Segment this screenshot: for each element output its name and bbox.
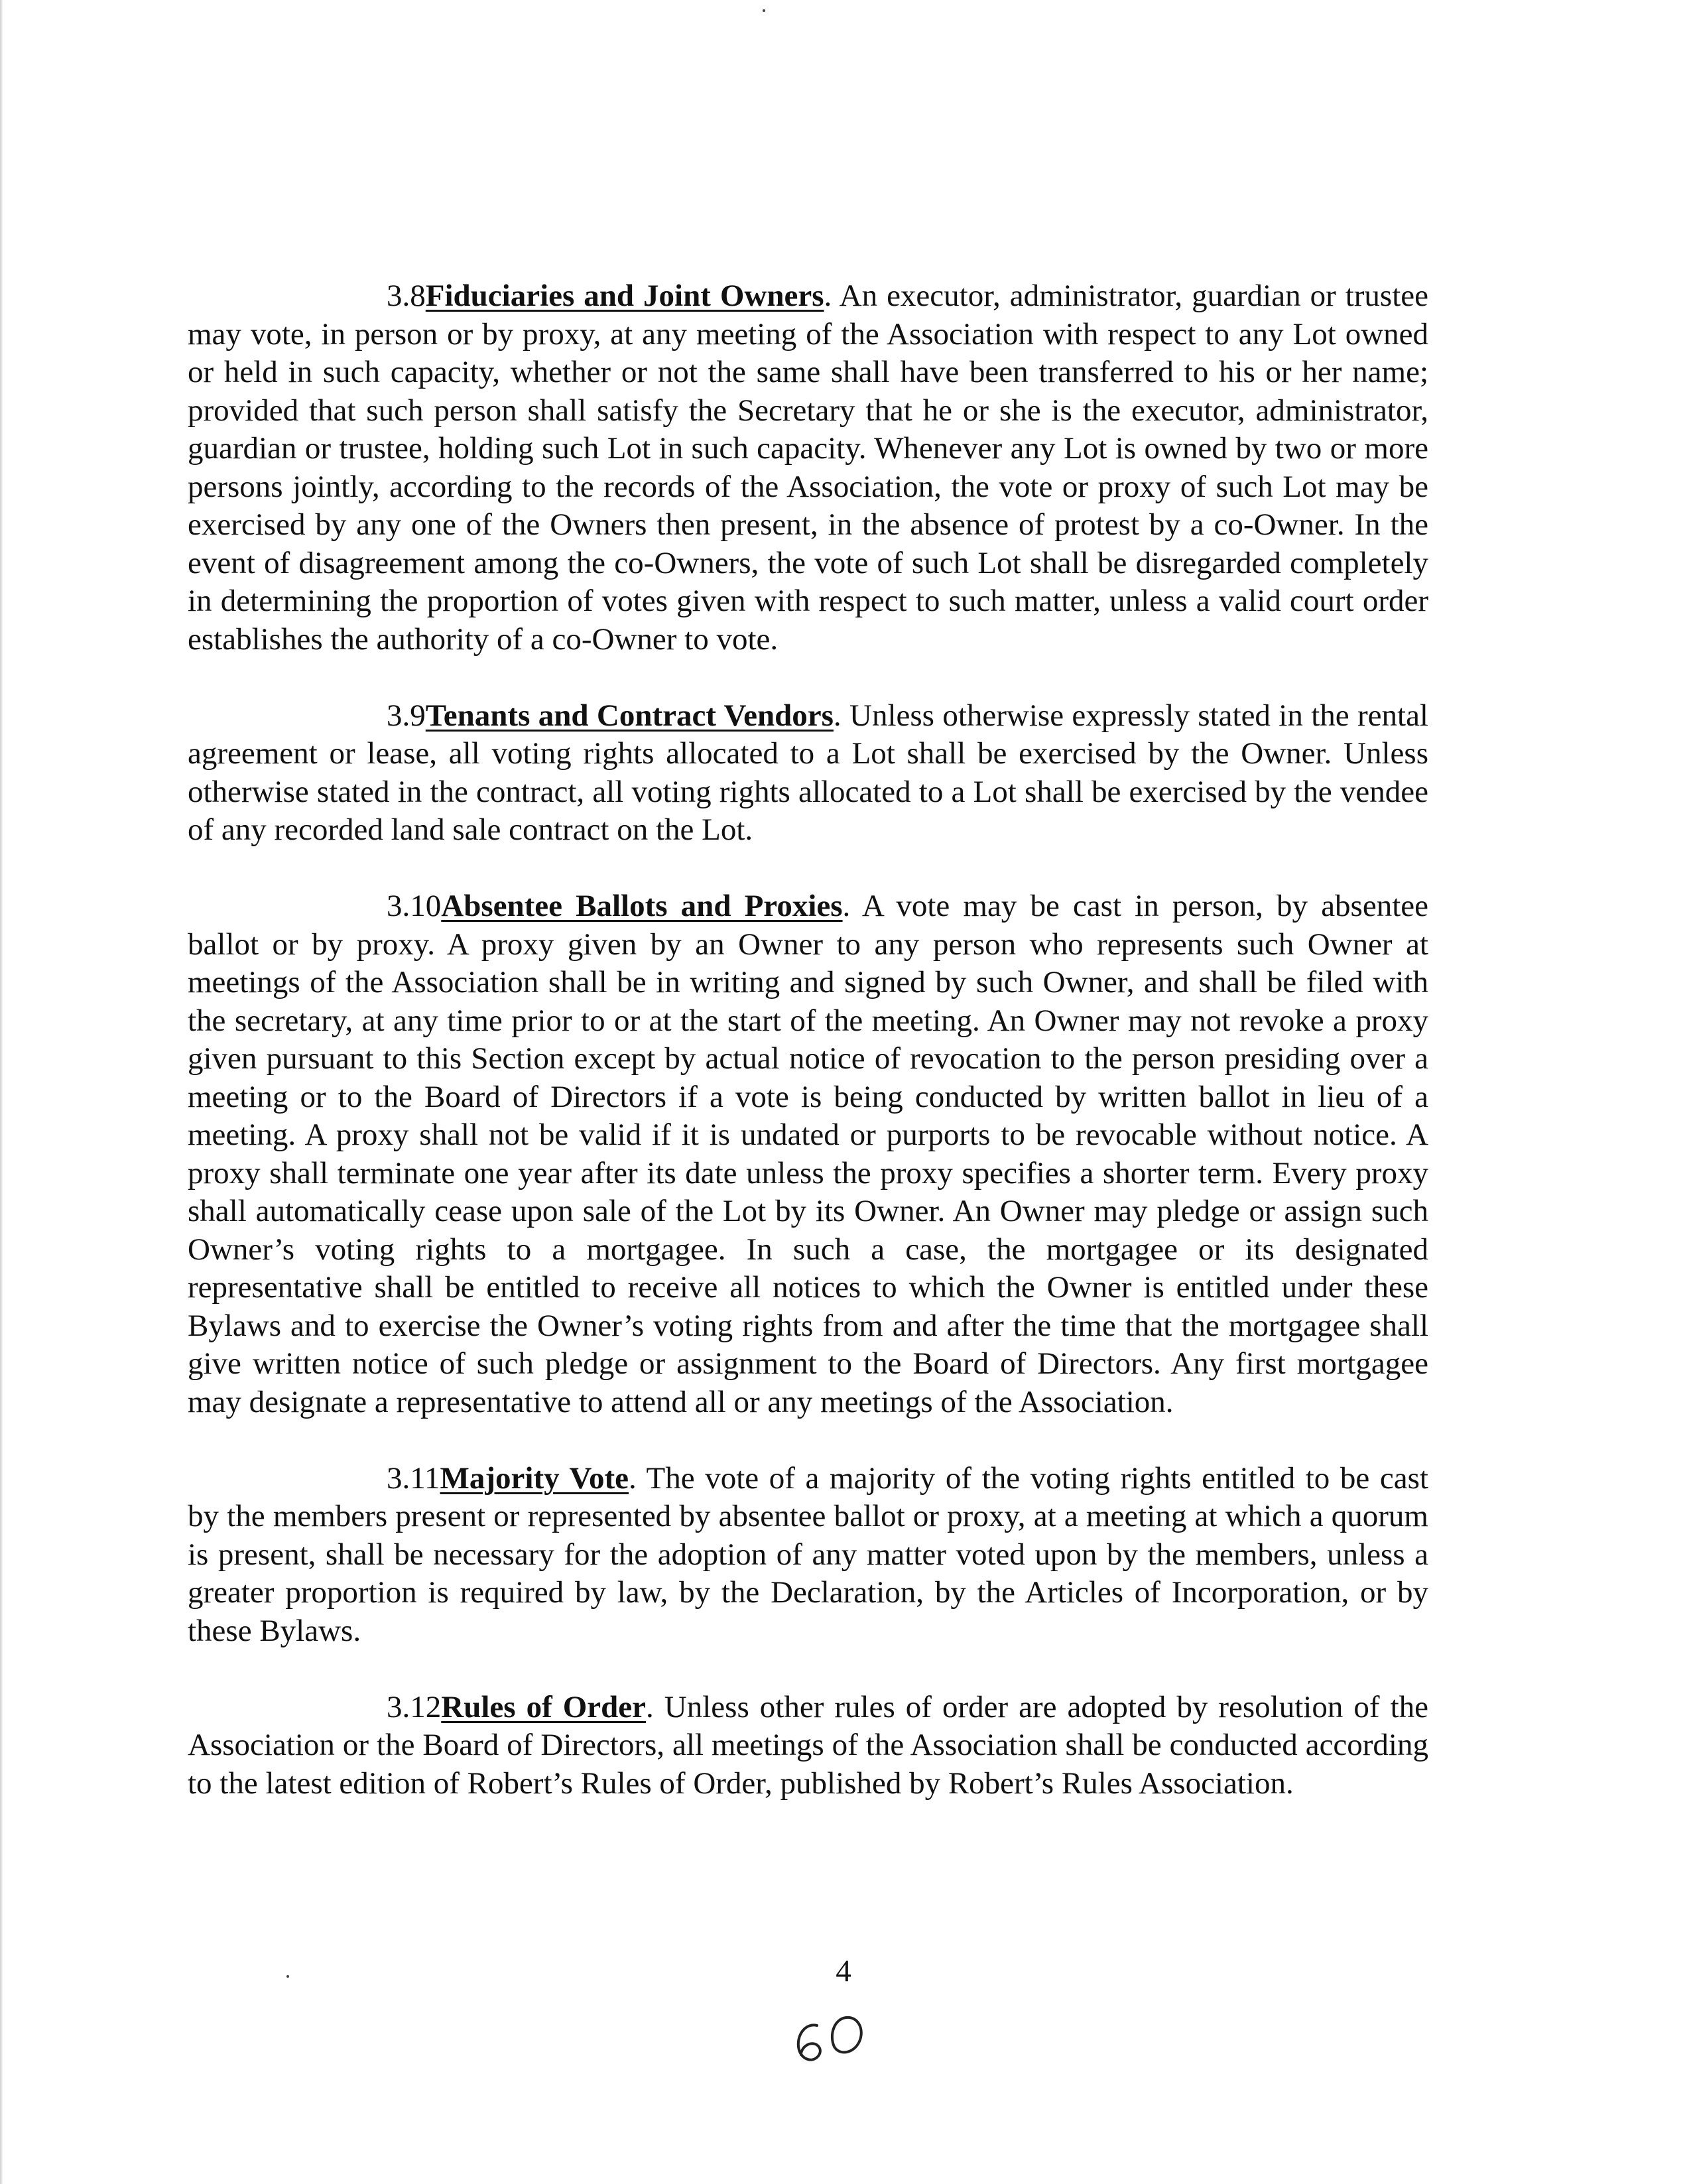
section-body: . The vote of a majority of the voting rights entitled to be cast by the members present or represented by absentee ballot or proxy, at a meeting at which a quorum is present, shall be necessary for the adoption of any matter voted upon by the members, unless a greater proportion is required by law, by the Declaration, by the Articles of Incorporation, or by these Bylaws. [188, 1460, 1428, 1648]
scan-speck [763, 9, 765, 12]
section-body: . Unless other rules of order are adopted by resolution of the Association or the Board of Directors, all meetings of the Association shall be conducted according to the latest edition of Robert’s Rules of Order, published by Robert’s Rules Association. [188, 1689, 1428, 1801]
section-body: . An executor, administrator, guardian or trustee may vote, in person or by proxy, at any meeting of the Association with respect to any Lot owned or held in such capacity, whether or not the same shall have been transferred to his or her name; provided that such person shall satisfy the Secretary that he or she is the executor, administrator, guardian or trustee, holding such Lot in such capacity. Whenever any Lot is owned by two or more persons jointly, according to the records of the Association, the vote or proxy of such Lot may be exercised by any one of the Owners then present, in the absence of protest by a co-Owner. In the event of disagreement among the co-Owners, the vote of such Lot shall be disregarded completely in determining the proportion of votes given with respect to such matter, unless a valid court order establishes the authority of a co-Owner to vote. [188, 279, 1428, 657]
section-heading: Majority Vote [440, 1460, 629, 1496]
section-number: 3.8 [387, 279, 426, 313]
section-number: 3.10 [387, 889, 442, 923]
section-body: . A vote may be cast in person, by absentee ballot or by proxy. A proxy given by an Owner to any person who represents such Owner at meetings of the Association shall be in writing and signed by such Owner, and shall be filed with the secretary, at any time prior to or at the start of the meeting. An Owner may not revoke a proxy given pursuant to this Section except by actual notice of revocation to the person presiding over a meeting or to the Board of Directors if a vote is being conducted by written ballot in lieu of a meeting. A proxy shall not be valid if it is undated or purports to be revocable without notice. A proxy shall terminate one year after its date unless the proxy specifies a shorter term. Every proxy shall automatically cease upon sale of the Lot by its Owner. An Owner may pledge or assign such Owner’s voting rights to a mortgagee. In such a case, the mortgagee or its designated representative shall be entitled to receive all notices to which the Owner is entitled under these Bylaws and to exercise the Owner’s voting rights from and after the time that the mortgagee shall give written notice of such pledge or assignment to the Board of Directors. Any first mortgagee may designate a representative to attend all or any meetings of the Association. [188, 889, 1428, 1419]
section-3-12 [188, 1689, 1428, 1803]
section-heading: Absentee Ballots and Proxies [441, 889, 843, 923]
section-heading: Tenants and Contract Vendors [425, 698, 834, 733]
section-3-11 [188, 1460, 1428, 1651]
document-body [188, 277, 1428, 1803]
section-body: . Unless otherwise expressly stated in the rental agreement or lease, all voting rights allocated to a Lot shall be exercised by the Owner. Unless otherwise stated in the contract, all voting rights allocated to a Lot shall be exercised by the vendee of any recorded land sale contract on the Lot. [188, 698, 1428, 847]
section-number: 3.12 [387, 1689, 442, 1724]
section-3-9 [188, 697, 1428, 850]
section-heading: Rules of Order [441, 1689, 647, 1724]
section-heading: Fiduciaries and Joint Owners [425, 279, 824, 313]
scan-edge [0, 0, 3, 2184]
section-number: 3.9 [387, 698, 426, 733]
section-number: 3.11 [387, 1460, 440, 1496]
handwritten-page-mark [782, 2003, 889, 2076]
page-number: 4 [836, 1954, 851, 1988]
section-3-10 [188, 887, 1428, 1421]
section-3-8 [188, 277, 1428, 659]
